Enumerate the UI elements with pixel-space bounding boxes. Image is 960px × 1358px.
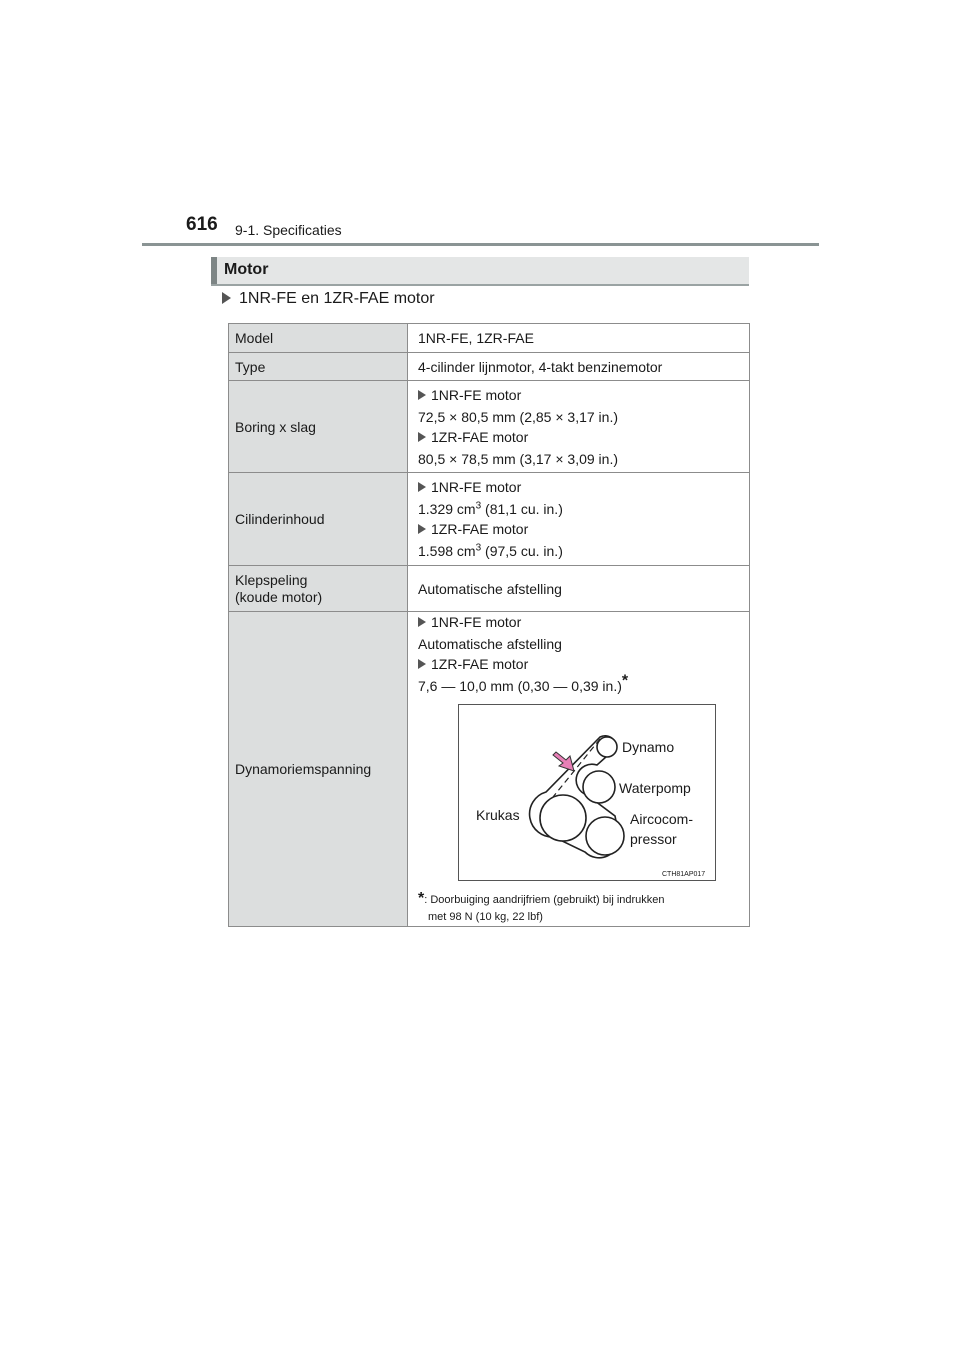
section-title-accent bbox=[211, 257, 217, 284]
triangle-bullet-icon bbox=[418, 482, 426, 492]
section-title-bar bbox=[211, 257, 749, 286]
table-key-valve: Klepspeling (koude motor) bbox=[229, 566, 408, 612]
table-row bbox=[229, 473, 750, 566]
triangle-bullet-icon bbox=[418, 432, 426, 442]
triangle-bullet-icon bbox=[418, 617, 426, 627]
table-value-model: 1NR-FE, 1ZR-FAE bbox=[408, 324, 750, 353]
triangle-bullet-icon bbox=[222, 292, 231, 304]
table-key-model: Model bbox=[229, 324, 408, 353]
table-value-belt bbox=[408, 612, 750, 927]
label-crankshaft: Krukas bbox=[476, 807, 520, 823]
diagram-code: CTH81AP017 bbox=[662, 871, 706, 878]
table-value-boring bbox=[408, 381, 750, 473]
engine-label: 1NR-FE motor bbox=[418, 385, 743, 405]
triangle-bullet-icon bbox=[418, 524, 426, 534]
engine-value: 7,6 — 10,0 mm (0,30 — 0,39 in.)* bbox=[418, 672, 629, 694]
waterpump-pulley bbox=[583, 771, 615, 803]
section-path: 9-1. Specificaties bbox=[235, 222, 342, 238]
engine-value: 72,5 × 80,5 mm (2,85 × 3,17 in.) bbox=[418, 408, 619, 425]
engine-label: 1NR-FE motor bbox=[418, 612, 743, 632]
table-row bbox=[229, 381, 750, 473]
table-value-displacement bbox=[408, 473, 750, 566]
table-key-type: Type bbox=[229, 353, 408, 381]
triangle-bullet-icon bbox=[418, 659, 426, 669]
subheading-text: 1NR-FE en 1ZR-FAE motor bbox=[239, 290, 435, 307]
label-dynamo: Dynamo bbox=[622, 739, 675, 755]
engine-label: 1ZR-FAE motor bbox=[418, 519, 743, 539]
dynamo-pulley bbox=[597, 737, 617, 757]
section-title: Motor bbox=[224, 261, 269, 278]
ac-compressor-pulley bbox=[586, 817, 624, 855]
crankshaft-pulley bbox=[540, 795, 586, 841]
subheading bbox=[222, 290, 435, 308]
spec-table bbox=[228, 323, 750, 927]
table-value-type: 4-cilinder lijnmotor, 4-takt benzinemotor bbox=[408, 353, 750, 381]
engine-label: 1NR-FE motor bbox=[418, 477, 743, 497]
label-ac-line2: pressor bbox=[630, 831, 677, 847]
table-key-displacement: Cilinderinhoud bbox=[229, 473, 408, 566]
footnote: *: Doorbuiging aandrijfriem (gebruikt) bij indrukken met 98 N (10 kg, 22 lbf) bbox=[418, 890, 665, 923]
engine-value: Automatische afstelling bbox=[418, 636, 562, 652]
table-row bbox=[229, 324, 750, 353]
engine-value: 1.598 $cm^3$ (97,5 cu. in.) bbox=[418, 542, 563, 559]
table-row bbox=[229, 353, 750, 381]
header-rule bbox=[142, 243, 819, 246]
page-number: 616 bbox=[186, 214, 218, 235]
table-key-belt: Dynamoriemspanning bbox=[229, 612, 408, 927]
label-waterpump: Waterpomp bbox=[619, 780, 691, 796]
engine-value: 1.329 $cm^3$ (81,1 cu. in.) bbox=[418, 500, 563, 517]
table-value-valve: Automatische afstelling bbox=[408, 566, 750, 612]
table-key-boring: Boring x slag bbox=[229, 381, 408, 473]
belt-diagram bbox=[458, 704, 716, 881]
engine-label: 1ZR-FAE motor bbox=[418, 427, 743, 447]
label-ac-line1: Aircocom- bbox=[630, 811, 694, 827]
engine-value: 80,5 × 78,5 mm (3,17 × 3,09 in.) bbox=[418, 450, 619, 467]
table-row bbox=[229, 566, 750, 612]
triangle-bullet-icon bbox=[418, 390, 426, 400]
table-row bbox=[229, 612, 750, 927]
engine-label: 1ZR-FAE motor bbox=[418, 654, 743, 674]
